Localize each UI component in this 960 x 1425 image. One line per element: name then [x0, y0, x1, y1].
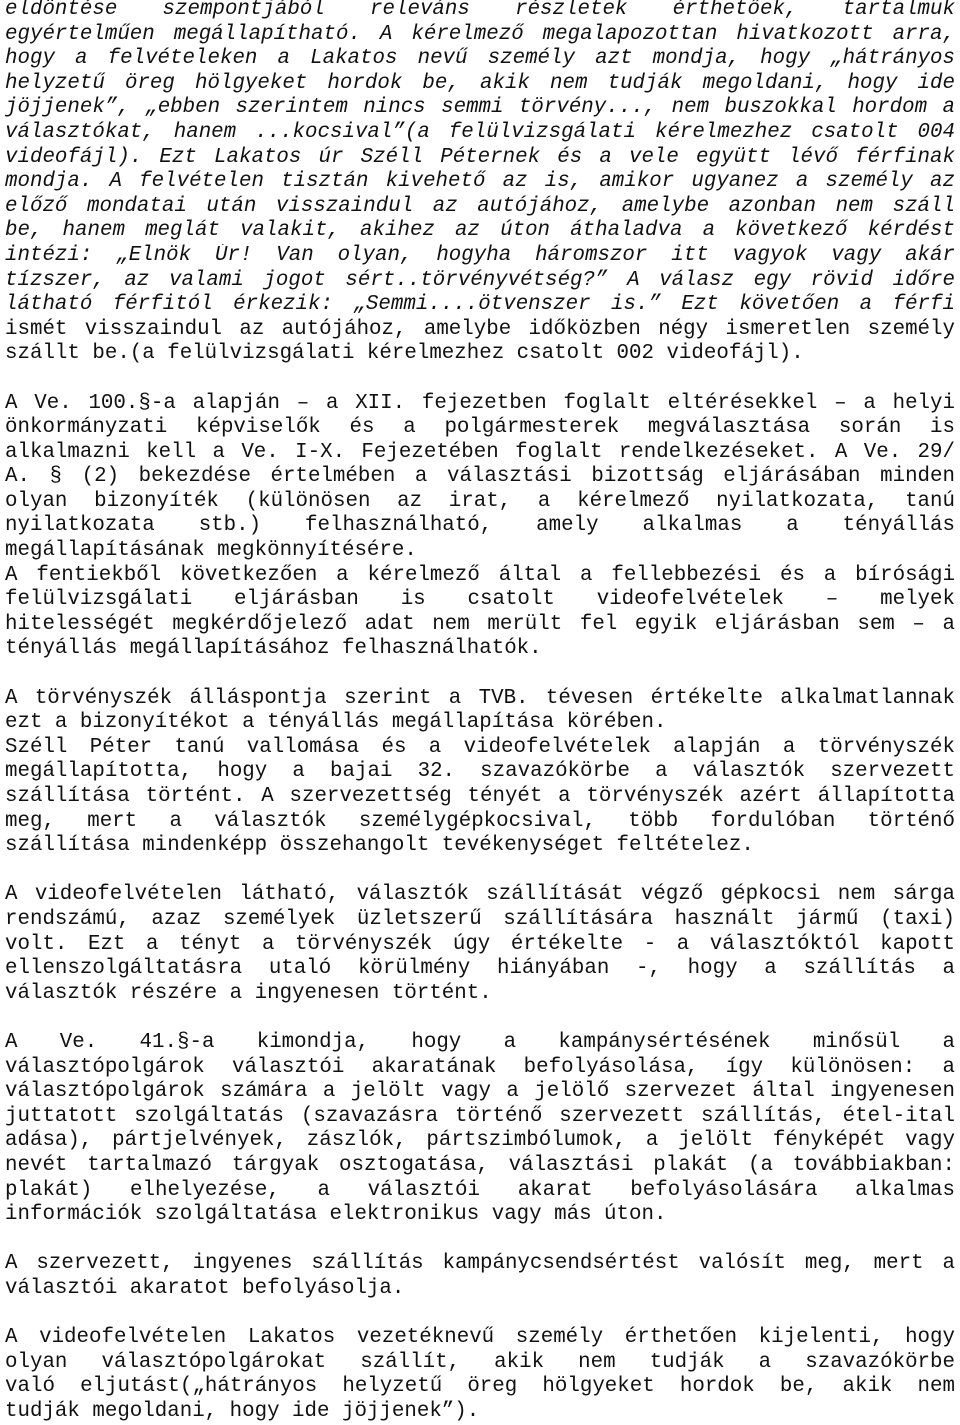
text-line: szállítása történt. A szervezettség tényét a törvényszék azért állapította [5, 785, 955, 808]
text-line: ismét visszaindul az autójához, amelybe időközben négy ismeretlen személy [5, 317, 955, 341]
text-line: intézi: „Elnök Úr! Van olyan, hogyha háromszor itt vagyok vagy akár [5, 243, 955, 267]
text-line: látható férfitól érkezik: „Semmi....ötvenszer is.” Ezt követően a férfi [5, 293, 955, 317]
text-line: mondja. A felvételen tisztán kivehető az is, amikor ugyanez a személy az [5, 170, 955, 194]
text-line: tízszer, az valami jogot sért..törvényvétség?” A válasz egy rövid időre [5, 268, 955, 292]
text-line: be, hanem meglát valakit, akihez az úton áthaladva a következő kérdést [5, 219, 955, 243]
text-line: A fentiekből következően a kérelmező által a fellebbezési és a bírósági [5, 563, 955, 587]
text-line: szállítása mindenképp összehangolt tevékenységet feltételez. [5, 834, 754, 858]
text-line: alkalmazni kell a Ve. I-X. Fejezetében foglalt rendelkezéseket. A Ve. 29/ [5, 440, 955, 464]
text-line: olyan bizonyíték (különösen az irat, a kérelmező nyilatkozata, tanú [5, 489, 955, 513]
text-block [5, 883, 955, 1006]
text-block [5, 0, 955, 367]
paragraph [5, 883, 955, 1006]
text-line: nyilatkozata stb.) felhasználható, amely alkalmas a tényállás [5, 514, 955, 538]
text-line: megállapításának megkönnyítésére. [5, 539, 417, 563]
text-line: nevét tartalmazó tárgyak osztogatása, választási plakát (a továbbiakban: [5, 1153, 955, 1177]
text-line: A szervezett, ingyenes szállítás kampánycsendsértést valósít meg, mert a [5, 1252, 955, 1276]
text-line: tudják megoldani, hogy ide jöjjenek”). [5, 1399, 480, 1423]
text-line: ezt a bizonyítékot a tényállás megállapítása körében. [5, 711, 667, 735]
document-page [5, 0, 955, 1424]
text-line: A videofelvételen Lakatos vezetéknevű személy érthetően kijelenti, hogy [5, 1326, 955, 1350]
paragraph [5, 1326, 955, 1424]
text-line: jöjjenek”, „ebben szerintem nincs semmi törvény..., nem buszokkal hordom a [5, 96, 955, 120]
text-block [5, 1252, 955, 1301]
text-line: rendszámú, azaz személyek üzletszerű szállítására használt jármű (taxi) [5, 907, 955, 931]
text-line: A. § (2) bekezdése értelmében a választási bizottság eljárásában minden [5, 465, 955, 489]
text-line: ellenszolgáltatásra utaló körülmény hiányában -, hogy a szállítás a [5, 957, 955, 981]
text-block [5, 1326, 955, 1424]
text-line: előző mondatai után visszaindul az autójához, amelybe azonban nem száll [5, 194, 955, 218]
text-line: tényállás megállapításához felhasználhatók. [5, 637, 542, 661]
paragraph [5, 687, 955, 736]
paragraph [5, 392, 955, 564]
text-block [5, 687, 955, 859]
paragraph [5, 1252, 955, 1301]
text-block [5, 392, 955, 663]
text-line: szállt be.(a felülvizsgálati kérelmezhez csatolt 002 videofájl). [5, 342, 804, 366]
text-line: adása), pártjelvények, zászlók, pártszimbólumok, a jelölt fényképét vagy [5, 1129, 955, 1153]
paragraph [5, 736, 955, 859]
text-block [5, 1031, 955, 1228]
text-line: juttatott szolgáltatás (szavazásra történő szervezett szállítás, étel-ital [5, 1104, 955, 1128]
text-line: A törvényszék álláspontja szerint a TVB. tévesen értékelte alkalmatlannak [5, 686, 955, 710]
text-line: videofájl). Ezt Lakatos úr Széll Péternek és a vele együtt lévő férfinak [5, 145, 955, 169]
text-line: egyértelműen megállapítható. A kérelmező megalapozottan hivatkozott arra, [5, 22, 955, 46]
text-line: választók részére a ingyenesen történt. [5, 981, 492, 1005]
text-line: felülvizsgálati eljárásban is csatolt videofelvételek – melyek [5, 588, 955, 612]
text-line: választókat, hanem ...kocsival”(a felülvizsgálati kérelmezhez csatolt 004 [5, 120, 955, 144]
text-line: Széll Péter tanú vallomása és a videofelvételek alapján a törvényszék [5, 735, 955, 759]
paragraph [5, 1031, 955, 1228]
paragraph [5, 564, 955, 662]
text-line: megállapította, hogy a bajai 32. szavazókörbe a választók szervezett [5, 760, 955, 784]
text-line: A Ve. 100.§-a alapján – a XII. fejezetben foglalt eltérésekkel – a helyi [5, 391, 955, 415]
text-line: helyzetű öreg hölgyeket hordok be, akik nem tudják megoldani, hogy ide [5, 71, 955, 95]
text-line: eldöntése szempontjából releváns részletek érthetőek, tartalmuk [5, 0, 955, 21]
text-line: plakát) elhelyezése, a választói akarat befolyásolására alkalmas [5, 1178, 955, 1202]
text-line: hitelességét megkérdőjelező adat nem merült fel egyik eljárásban sem – a [5, 612, 955, 636]
paragraph [5, 0, 955, 367]
text-line: olyan választópolgárokat szállít, akik nem tudják a szavazókörbe [5, 1350, 955, 1374]
text-line: A Ve. 41.§-a kimondja, hogy a kampánysértésének minősül a [5, 1030, 955, 1054]
text-line: való eljutást(„hátrányos helyzetű öreg hölgyeket hordok be, akik nem [5, 1375, 955, 1399]
text-line: választópolgárok választói akaratának befolyásolása, így különösen: a [5, 1055, 955, 1079]
text-line: választói akaratot befolyásolja. [5, 1276, 405, 1300]
text-line: választópolgárok számára a jelölt vagy a jelölő szervezet által ingyenesen [5, 1080, 955, 1104]
text-line: A videofelvételen látható, választók szállítását végző gépkocsi nem sárga [5, 883, 955, 907]
text-line: információk szolgáltatása elektronikus vagy más úton. [5, 1203, 667, 1227]
text-line: önkormányzati képviselők és a polgármesterek megválasztása során is [5, 416, 955, 440]
text-line: meg, mert a választók személygépkocsival, több fordulóban történő [5, 809, 955, 833]
text-line: volt. Ezt a tényt a törvényszék úgy értékelte - a választóktól kapott [5, 932, 955, 956]
text-line: hogy a felvételeken a Lakatos nevű személy azt mondja, hogy „hátrányos [5, 47, 955, 71]
